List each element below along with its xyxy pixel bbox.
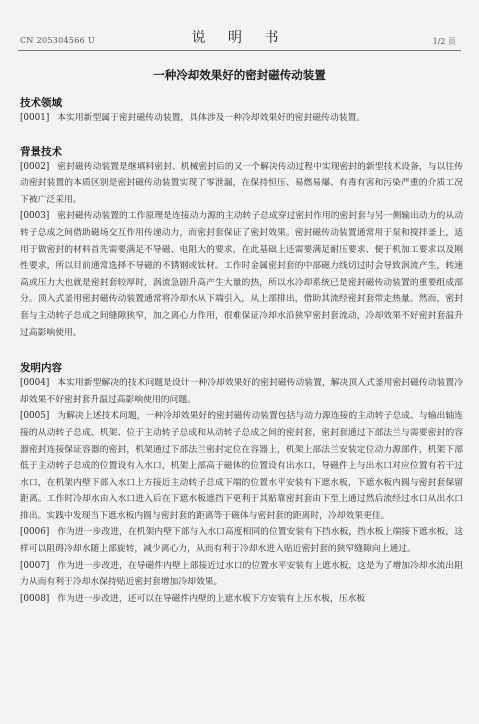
paragraph-text: 为解决上述技术问题，一种冷却效果好的密封磁传动装置包括与动力源连接的主动转子总成、与输出轴连接的从动转子总成、机架、位于主动转子总成和从动转子总成之间的密封套，密封套通过下部法兰与需要密封的容器密封连接保证容器的密封，机架通过下部法兰密封定位在容器上，机架上部法兰安装定位动力源部件，机架下部低于主动转子总成的位置设有入水口，机架上部高于磁体的位置设有出水口，导磁件上与出水口对应位置有若干过水口，在机架内壁下部入水口上方接近主动转子总成下端的位置水平安装有下遮水板，下遮水板内圆与密封套保留距离。工作时冷却水由入水口进入后在下遮水板遮挡下更利于其贴靠密封套由下至上通过然后流经过水口从出水口排出。实践中发现当下遮水板内圆与密封套的距离等于磁体与密封套的距离时，冷却效果更佳。 (20, 411, 463, 521)
page-header (0, 0, 479, 58)
section-invention (20, 361, 463, 607)
paragraph-number: [0003] (20, 211, 50, 222)
paragraph-number: [0004] (20, 378, 50, 389)
paragraph (20, 159, 463, 209)
paragraph-text: 作为进一步改进，在机架内壁下部与入水口高度相同的位置安装有下挡水板，挡水板上端接下遮水板，这样可以阻碍冷却水随上部旋转，减少离心力，从而有利于冷却水进入贴近密封套的狭窄缝隙向上通过。 (20, 527, 463, 555)
paragraph-text: 密封磁传动装置的工作原理是连接动力源的主动转子总成穿过密封作用的密封套与另一侧输出动力的从动转子总成之间借助磁场交互作用传递动力，而密封套保证了密封效果。密封磁传动装置通常用于泵和搅拌釜上，适用于做密封的材料首先需要满足不导磁、电阻大的要求，在此基础上还需要满足耐压要求、便于机加工要求以及刚性要求，所以目前通常选择不导磁的不锈钢或钛材。工作时金属密封套的中部磁力线切过时会导致涡流产生，转速高或压力大也就是密封套较厚时，涡流急剧升高产生大量的热，所以水冷却系统已是密封磁传动装置的重要组成部分。顶入式釜用密封磁传动装置通常将冷却水从下端引入，从上部排出，借助其流经密封套带走热量。然而，密封套与主动转子总成之间缝隙狭窄，加之离心力作用，很难保证冷却水沿狭窄密封套流动，冷却效果不好密封套温升过高影响使用。 (20, 211, 463, 338)
paragraph-number: [0001] (20, 113, 50, 123)
section-background (20, 145, 463, 342)
paragraph-number: [0008] (20, 593, 50, 604)
paragraph (20, 591, 463, 608)
paragraph-number: [0006] (20, 527, 50, 538)
paragraph (20, 524, 463, 557)
paragraph (20, 375, 463, 408)
page-indicator: 1/2 页 (432, 37, 456, 46)
document-title: 一种冷却效果好的密封磁传动装置 (153, 68, 326, 82)
document-body (20, 96, 463, 607)
paragraph-text: 密封磁传动装置是继填料密封、机械密封后的又一个解决传动过程中实现密封的新型技术设备，与以往传动密封装置的本质区别是密封磁传动装置实现了零泄漏，在保持恒压、易燃易爆、有毒有害和污染严重的介质工况下被广泛采用。 (20, 161, 463, 205)
paragraph (20, 208, 463, 341)
document-type-heading: 说 明 书 (191, 30, 288, 46)
paragraph-number: [0007] (20, 560, 50, 571)
paragraph-text: 作为进一步改进，在导磁件内壁上部接近过水口的位置水平安装有上遮水板，这是为了增加冷却水流出阻力从而有利于冷却水保持贴近密封套增加冷却效果。 (20, 560, 463, 588)
paragraph-text: 作为进一步改进，还可以在导磁件内壁的上遮水板下方安装有上压水板，压水板 (57, 593, 366, 604)
paragraph (20, 110, 463, 127)
section-technical-field (20, 96, 463, 127)
paragraph-text: 本实用新型解决的技术问题是设计一种冷却效果好的密封磁传动装置，解决顶入式釜用密封磁传动装置冷却效果不好密封套升温过高影响使用的问题。 (20, 378, 463, 405)
paragraph-number: [0002] (20, 161, 50, 172)
section-heading: 背景技术 (20, 145, 62, 158)
section-heading: 发明内容 (20, 362, 62, 375)
paragraph-text: 本实用新型属于密封磁传动装置，具体涉及一种冷却效果好的密封磁传动装置。 (57, 113, 366, 123)
section-heading: 技术领域 (20, 97, 62, 109)
paragraph (20, 408, 463, 524)
header-divider (18, 50, 461, 51)
paragraph (20, 558, 463, 591)
paragraph-number: [0005] (20, 411, 50, 422)
patent-number: CN 205304566 U (20, 36, 95, 45)
